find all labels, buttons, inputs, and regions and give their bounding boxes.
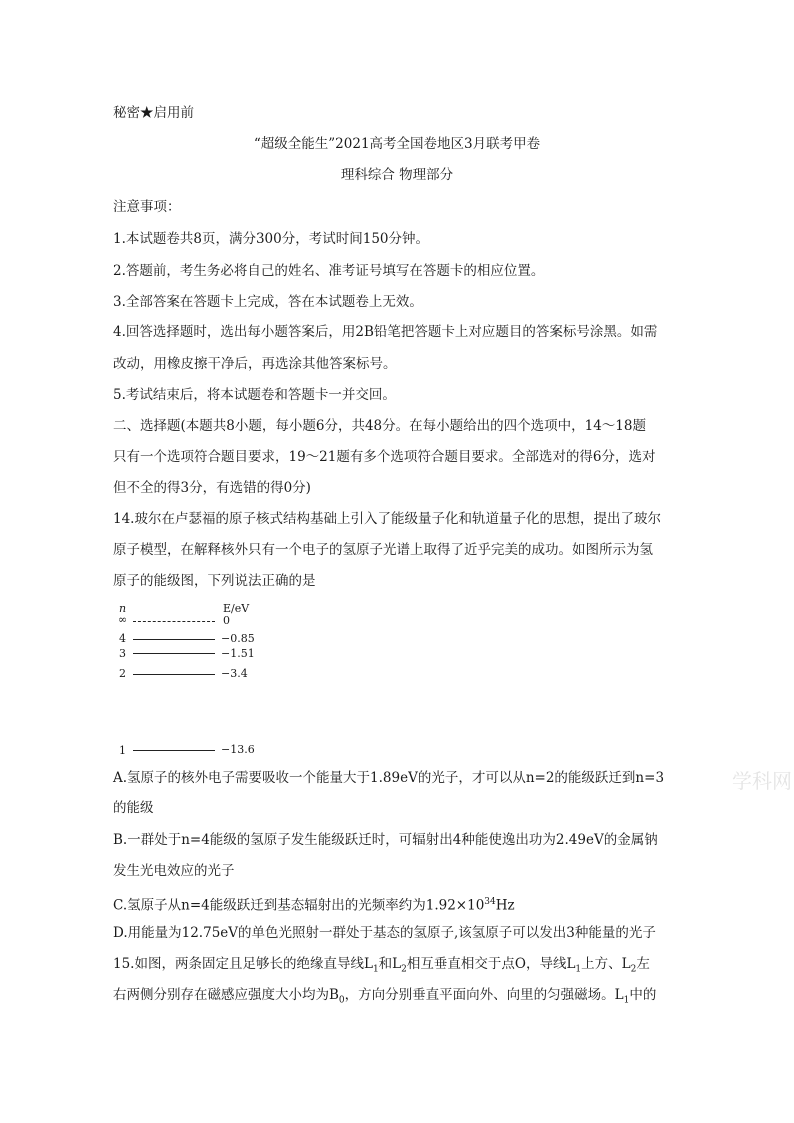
q15-text: 和L: [378, 956, 402, 972]
q15-text: 相互垂直相交于点O，导线L: [406, 956, 576, 972]
exam-subtitle: 理科综合 物理部分: [340, 167, 454, 183]
level-energy-label: −3.4: [221, 667, 248, 680]
q15-text: ，方向分别垂直平面向外、向里的匀强磁场。L: [344, 987, 624, 1003]
note-item: 3.全部答案在答题卡上完成，答在本试题卷上无效。: [113, 294, 423, 310]
option-c-text: C.氢原子从n=4能级跃迁到基态辐射出的光频率约为1.92×10: [113, 897, 485, 914]
option-c-exponent: 34: [484, 897, 496, 907]
level-energy-label: −1.51: [221, 647, 255, 660]
n-axis-label: n: [119, 602, 127, 615]
q14-stem-line: 14.玻尔在卢瑟福的原子核式结构基础上引入了能级量子化和轨道量子化的思想，提出了玻尔: [113, 511, 661, 527]
secret-label: 秘密★启用前: [113, 105, 194, 121]
level-n-label: ∞: [118, 613, 128, 626]
q15-sub: 1: [575, 964, 582, 975]
section-line: 只有一个选项符合题目要求，19～21题有多个选项符合题目要求。全部选对的得6分，选对: [113, 449, 656, 465]
q15-sub: 1: [623, 995, 630, 1006]
note-item: 改动，用橡皮擦干净后，再选涂其他答案标号。: [113, 356, 397, 372]
q15-sub: 1: [372, 964, 379, 975]
q14-option-a: A.氢原子的核外电子需要吸收一个能量大于1.89eV的光子，才可以从n=2的能级跃迁到n=3: [113, 770, 665, 786]
energy-level-diagram: [113, 600, 313, 760]
q14-option-c: [113, 893, 515, 915]
q15-text: 15.如图，两条固定且足够长的绝缘直导线L: [113, 956, 373, 972]
exam-title: “超级全能生”2021高考全国卷地区3月联考甲卷: [253, 136, 541, 152]
section-line: 二、选择题(本题共8小题，每小题6分，共48分。在每小题给出的四个选项中，14～18题: [113, 418, 646, 434]
q14-option-d: D.用能量为12.75eV的单色光照射一群处于基态的氢原子,该氢原子可以发出3种能量的光子: [113, 925, 656, 941]
q14-option-b: B.一群处于n=4能级的氢原子发生能级跃迁时，可辐射出4种能使逸出功为2.49eV的金属钠: [113, 832, 658, 848]
level-1-line: [133, 750, 215, 751]
q14-stem-line: 原子的能级图，下列说法正确的是: [113, 573, 316, 589]
q15-text: 左: [636, 956, 650, 972]
level-4-line: [133, 639, 215, 640]
level-n-label: 2: [119, 667, 126, 680]
q15-sub: 0: [338, 995, 345, 1006]
level-n-label: 3: [119, 647, 126, 660]
note-item: 5.考试结束后，将本试题卷和答题卡一并交回。: [113, 387, 396, 403]
level-2-line: [133, 674, 215, 675]
q15-sub: 2: [401, 964, 407, 975]
notes-heading: 注意事项：: [113, 199, 181, 215]
level-energy-label: 0: [223, 614, 230, 627]
note-item: 2.答题前，考生务必将自己的姓名、准考证号填写在答题卡的相应位置。: [113, 263, 545, 279]
energy-axis-label: E/eV: [223, 602, 250, 615]
section-line: 但不全的得3分，有选错的得0分): [113, 480, 311, 496]
level-energy-label: −13.6: [221, 743, 255, 756]
option-c-unit: Hz: [495, 897, 515, 914]
q14-option-a-cont: 的能级: [113, 800, 154, 816]
note-item: 1.本试题卷共8页，满分300分，考试时间150分钟。: [113, 231, 430, 247]
q14-stem-line: 原子模型，在解释核外只有一个电子的氢原子光谱上取得了近乎完美的成功。如图所示为氢: [113, 542, 653, 558]
q15-stem-line: [113, 955, 650, 979]
q15-stem-line: [113, 986, 656, 1010]
note-item: 4.回答选择题时，选出每小题答案后，用2B铅笔把答题卡上对应题目的答案标号涂黑。如需: [113, 324, 658, 340]
level-infinity-line: [133, 621, 215, 622]
level-3-line: [133, 653, 215, 654]
level-n-label: 1: [119, 744, 126, 757]
q15-text: 中的: [629, 987, 657, 1003]
level-energy-label: −0.85: [221, 632, 255, 645]
q15-text: 右两侧分别存在磁感应强度大小均为B: [113, 987, 339, 1003]
q14-option-b-cont: 发生光电效应的光子: [113, 863, 235, 879]
q15-text: 上方、L: [581, 956, 631, 972]
watermark: 学科网: [732, 769, 792, 793]
level-n-label: 4: [119, 632, 126, 645]
q15-sub: 2: [630, 964, 637, 975]
